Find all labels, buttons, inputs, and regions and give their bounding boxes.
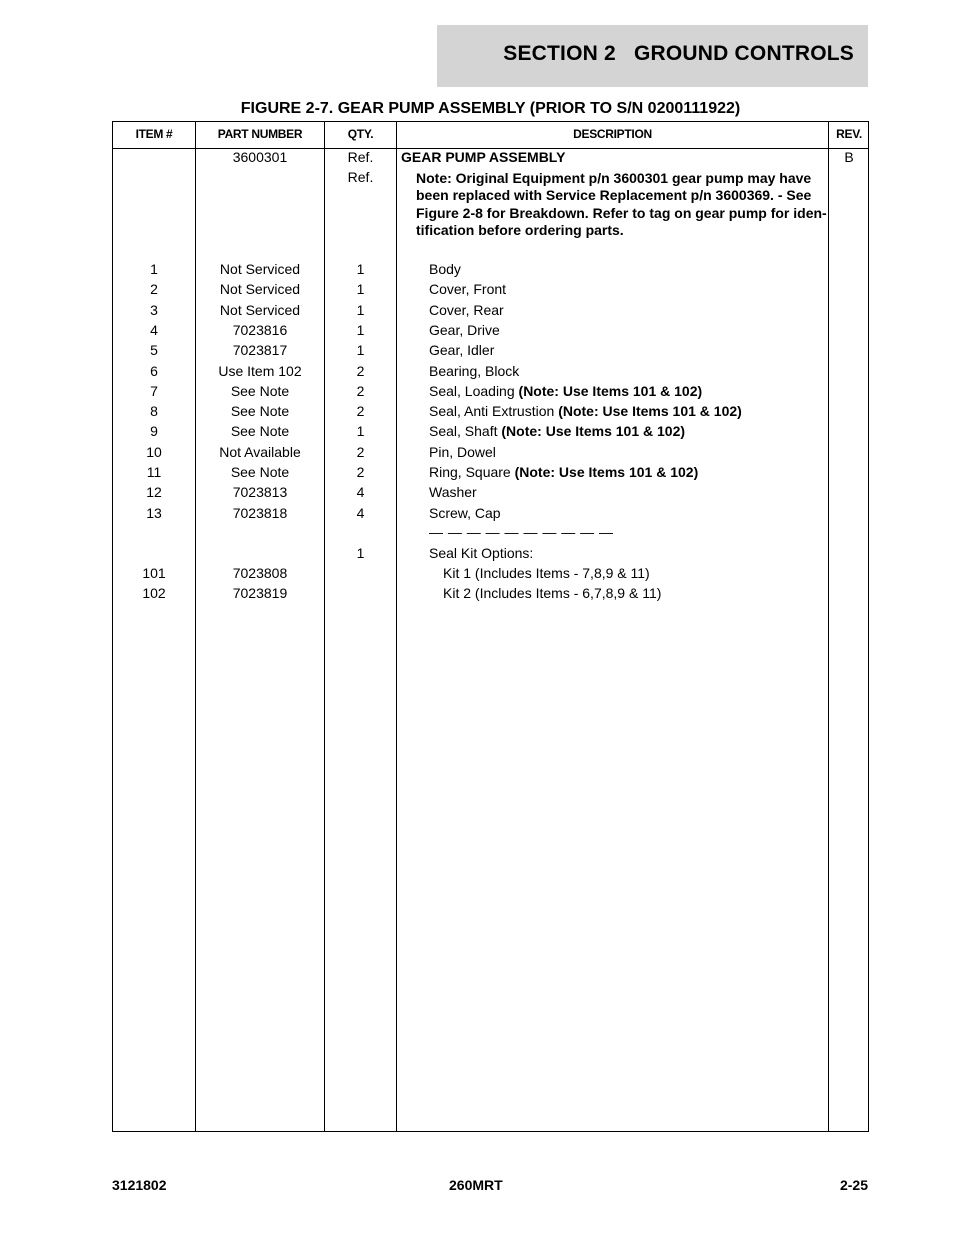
item-number: 3 [150,302,158,318]
footer-doc-number: 3121802 [112,1177,167,1193]
quantity: 2 [356,464,365,480]
kit-qty: 1 [356,545,365,561]
quantity: 2 [356,403,365,419]
description-text: Cover, Rear [429,302,504,318]
col-header-part-number: PART NUMBER [217,127,303,141]
quantity: 1 [356,322,365,338]
kit-options-label: Seal Kit Options: [429,545,534,561]
item-number: 5 [150,342,158,358]
col-header-qty: QTY. [347,127,374,141]
quantity: 4 [356,505,365,521]
part-description [429,403,742,420]
col-header-item: ITEM # [135,127,173,141]
part-description [429,464,698,481]
description-text: Gear, Idler [429,342,495,358]
part-description [429,322,500,339]
section-header [437,25,868,87]
quantity: 2 [356,444,365,460]
description-note: (Note: Use Items 101 & 102) [514,464,699,480]
part-number: 7023813 [232,484,288,500]
part-number: See Note [230,403,290,419]
kit-separator: — — — — — — — — — — [429,524,614,540]
description-text: Cover, Front [429,281,507,297]
footer-model: 260MRT [449,1177,503,1193]
part-number: Not Available [219,444,301,460]
part-number: Use Item 102 [218,363,302,379]
part-number: 7023817 [232,342,288,358]
part-description [429,484,477,501]
kit-item-number: 102 [142,585,166,601]
part-description [429,383,702,400]
kit-part-number: 7023808 [232,565,288,581]
description-text: Screw, Cap [429,505,501,521]
description-text: Bearing, Block [429,363,520,379]
description-text: Seal, Anti Extrustion [429,403,555,419]
column-divider [828,122,829,1131]
note-line: Note: Original Equipment p/n 3600301 gear pump may have [416,170,812,186]
footer-page-number: 2-25 [839,1177,868,1193]
parts-table [112,121,869,1132]
part-description [429,281,506,298]
part-description [429,261,461,278]
item-number: 1 [150,261,158,277]
item-number: 12 [146,484,162,500]
item-number: 11 [146,464,162,480]
part-number: Not Serviced [219,302,301,318]
item-number: 6 [150,363,158,379]
item-number: 7 [150,383,158,399]
assembly-rev: B [844,149,854,165]
item-number: 2 [150,281,158,297]
kit-description: Kit 1 (Includes Items - 7,8,9 & 11) [443,565,650,581]
quantity: 1 [356,342,365,358]
description-note: (Note: Use Items 101 & 102) [558,403,742,419]
quantity: 2 [356,363,365,379]
note-line: been replaced with Service Replacement p/n 3600369. - See [416,187,812,204]
figure-title: FIGURE 2-7. GEAR PUMP ASSEMBLY (PRIOR TO S/N 0200111922) [240,100,741,117]
part-number: See Note [230,383,290,399]
description-text: Body [429,261,461,277]
part-number: Not Serviced [219,281,301,297]
quantity: 2 [356,383,365,399]
description-text: Ring, Square [429,464,511,480]
part-number: 7023816 [232,322,288,338]
description-text: Washer [429,484,477,500]
part-number: 7023818 [232,505,288,521]
col-header-description: DESCRIPTION [573,127,652,141]
item-number: 4 [150,322,158,338]
part-description [429,302,504,319]
part-number: See Note [230,423,290,439]
note-line: tification before ordering parts. [416,221,624,238]
part-description [429,423,685,440]
note-qty: Ref. [347,169,374,185]
item-number: 8 [150,403,158,419]
part-description [429,363,519,380]
description-note: (Note: Use Items 101 & 102) [518,383,703,399]
part-number: Not Serviced [219,261,301,277]
assembly-part-number: 3600301 [232,149,288,165]
col-header-rev: REV. [836,127,862,141]
item-number: 13 [146,505,162,521]
kit-part-number: 7023819 [232,585,288,601]
quantity: 4 [356,484,365,500]
quantity: 1 [356,302,365,318]
assembly-description: GEAR PUMP ASSEMBLY [401,149,566,165]
description-text: Seal, Loading [429,383,515,399]
description-text: Seal, Shaft [429,423,498,439]
quantity: 1 [356,423,365,439]
column-divider [396,122,397,1131]
kit-item-number: 101 [142,565,166,581]
part-number: See Note [230,464,290,480]
item-number: 9 [150,423,158,439]
section-title: SECTION 2 GROUND CONTROLS [503,42,854,65]
kit-description: Kit 2 (Includes Items - 6,7,8,9 & 11) [443,585,662,601]
part-description [429,342,494,359]
quantity: 1 [356,261,365,277]
note-line: Figure 2-8 for Breakdown. Refer to tag on gear pump for iden- [416,204,827,221]
part-description [429,505,501,522]
assembly-qty: Ref. [347,149,374,165]
description-note: (Note: Use Items 101 & 102) [501,423,686,439]
description-text: Gear, Drive [429,322,500,338]
description-text: Pin, Dowel [429,444,496,460]
quantity: 1 [356,281,365,297]
replacement-note [416,170,828,239]
item-number: 10 [146,444,162,460]
part-description [429,444,496,461]
